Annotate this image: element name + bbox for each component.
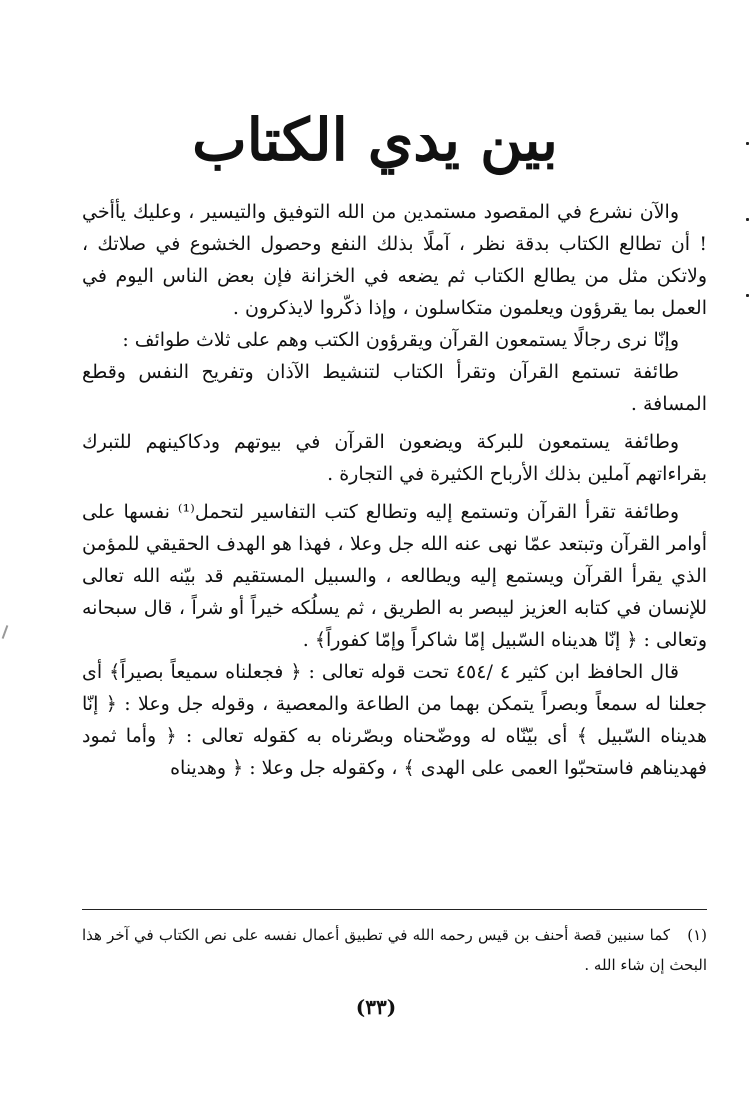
- footnote-divider: [82, 909, 707, 910]
- footnote-text: كما سنبين قصة أحنف بن قيس رحمه الله في تطبيق أعمال نفسه على نص الكتاب في آخر هذا البحث إن شاء الله .: [82, 926, 707, 974]
- paragraph: والآن نشرع في المقصود مستمدين من الله التوفيق والتيسير ، وعليك يأأخي ! أن تطالع الكتاب بدقة نظر ، آملًا بذلك النفع وحصول الخشوع في صلاتك ، ولاتكن مثل من يطالع الكتاب ثم يضعه في الخزانة فإن بعض الناس اليوم في العمل بما يقرؤون ويعلمون متكاسلون ، وإذا ذكّروا لايذكرون .: [82, 201, 707, 319]
- footnote: [82, 920, 707, 980]
- page-number: (٣٣): [355, 995, 397, 1019]
- paragraph: وطائفة يستمعون للبركة ويضعون القرآن في بيوتهم ودكاكينهم للتبرك بقراءاتهم آملين بذلك الأرباح الكثيرة في التجارة .: [82, 431, 707, 485]
- edge-speck: [746, 218, 749, 221]
- edge-speck: [746, 294, 749, 297]
- margin-mark: [2, 625, 9, 639]
- page-title: بين يدي الكتاب: [192, 106, 558, 174]
- footnote-number: (١): [687, 926, 707, 944]
- edge-speck: [746, 142, 749, 145]
- paragraph: طائفة تستمع القرآن وتقرأ الكتاب لتنشيط الآذان وتفريح النفس وقطع المسافة .: [82, 361, 707, 415]
- body-text: [82, 196, 707, 784]
- paragraph: وطائفة تقرأ القرآن وتستمع إليه وتطالع كتب التفاسير لتحمل⁽¹⁾ نفسها على أوامر القرآن وتبتعد عمّا نهى عنه الله جل وعلا ، فهذا هو الهدف الحقيقي للمؤمن الذي يقرأ القرآن ويستمع إليه ويطالعه ، والسبيل المستقيم قد بيّنه الله تعالى للإنسان في كتابه العزيز ليبصر به الطريق ، ثم يسلُكه خيراً أو شراً ، قال سبحانه وتعالى : ﴿ إنّا هديناه السّبيل إمّا شاكراً وإمّا كفوراً﴾ .: [82, 501, 707, 651]
- paragraph: وإنّا نرى رجالًا يستمعون القرآن ويقرؤون الكتب وهم على ثلاث طوائف :: [122, 329, 679, 351]
- paragraph: قال الحافظ ابن كثير ٤ /٤٥٤ تحت قوله تعالى : ﴿ فجعلناه سميعاً بصيراً﴾ أى جعلنا له سمعاً وبصراً يتمكن بهما من الطاعة والمعصية ، وقوله جل وعلا : ﴿ إنّا هديناه السّبيل ﴾ أى بيّنّاه له ووضّحناه وبصّرناه به كقوله تعالى : ﴿ وأما ثمود فهديناهم فاستحبّوا العمى على الهدى ﴾ ، وكقوله جل وعلا : ﴿ وهديناه: [82, 661, 707, 779]
